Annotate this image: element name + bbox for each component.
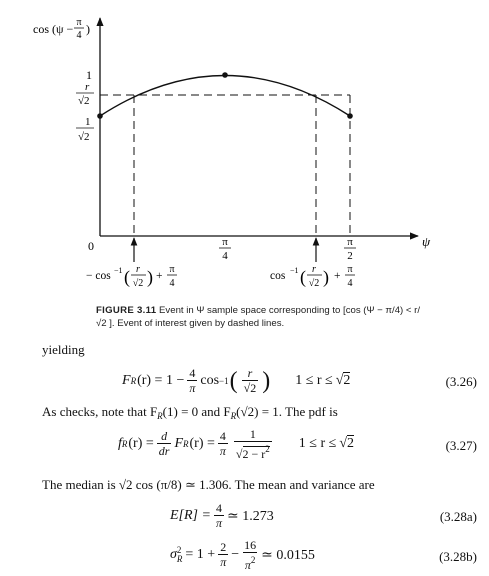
eq328b-lhs: σ bbox=[170, 547, 177, 562]
eq326-inner-frac: $\frac{r}{√2}$ bbox=[243, 366, 257, 395]
eq328b-rhs: ≃ 0.0155 bbox=[261, 547, 315, 563]
equation-3-27: f R (r) = $\frac{d}{dr}$ F R (r) = $\frac{4}{\pi}$ $\frac{1}{√2 - r^2}$ 1 ≤ r ≤ √2 bbox=[118, 426, 354, 461]
eq326-sup: −1 bbox=[219, 376, 229, 386]
eq327-deriv: $\frac{d}{dr}$ bbox=[158, 429, 170, 458]
checks-text: As checks, note that $F_R(1) = 0$ and $F_R(√2) = 1$. The pdf is bbox=[42, 404, 338, 421]
checks-part-1: As checks, note that F bbox=[42, 404, 158, 419]
right-arrow-label bbox=[270, 264, 355, 289]
y-label-four: 4 bbox=[76, 30, 82, 41]
equation-3-28b: σ 2 R = 1 + $\frac{2}{\pi}$ − $\frac{16}{\pi^2}$ ≃ 0.0155 bbox=[170, 537, 315, 572]
eq328b-frac2: $\frac{16}{\pi^2}$ bbox=[244, 537, 257, 572]
eq328a-frac: $\frac{4}{\pi}$ bbox=[215, 501, 222, 530]
svg-text:+: + bbox=[334, 270, 341, 282]
eq327-arg: (r) = bbox=[128, 436, 154, 451]
tick-r-den: √2 bbox=[78, 95, 90, 107]
checks-part-2: (1) = 0 and F bbox=[162, 404, 231, 419]
tick-pi4-den: 4 bbox=[222, 250, 228, 262]
x-axis-label: ψ bbox=[422, 234, 431, 249]
eq327-range: 1 ≤ r ≤ bbox=[298, 436, 337, 451]
yielding-text: yielding bbox=[42, 342, 85, 357]
tick-pi2-num: π bbox=[347, 236, 353, 248]
caption-label: FIGURE 3.11 bbox=[96, 305, 157, 316]
figure-caption bbox=[96, 304, 426, 330]
eq326-sub: R bbox=[130, 376, 137, 386]
y-label-pi: π bbox=[76, 17, 82, 28]
median-text: The median is √2 cos (π/8) ≃ 1.306. The mean and variance are bbox=[42, 477, 375, 492]
eq327-mid-sub: R bbox=[183, 439, 189, 449]
tick-r-num: r bbox=[85, 81, 90, 93]
eq326-frac: $\frac{4}{\pi}$ bbox=[189, 366, 196, 395]
svg-text:√2: √2 bbox=[308, 278, 320, 289]
svg-text:): ) bbox=[147, 267, 153, 287]
y-axis-label: cos (ψ − bbox=[33, 22, 74, 36]
equation-3-28a bbox=[170, 500, 274, 532]
equation-3-26: F R (r) = 1 − $\frac{4}{\pi}$ cos −1 ( $\frac{r}{√2}$ ) 1 ≤ r ≤ √2 bbox=[122, 366, 351, 395]
svg-text:−1: −1 bbox=[114, 266, 123, 275]
svg-text:√2: √2 bbox=[132, 278, 144, 289]
eq328a-lhs: E[R] = bbox=[170, 508, 211, 523]
svg-text:r: r bbox=[312, 264, 316, 275]
eq327-range-root: 2 bbox=[347, 436, 354, 451]
eq326-number: (3.26) bbox=[445, 374, 477, 389]
eq328b-minus: − bbox=[231, 547, 240, 562]
svg-text:cos: cos bbox=[270, 270, 286, 282]
y-label-close: ) bbox=[86, 22, 90, 36]
svg-text:(: ( bbox=[124, 267, 130, 287]
eq327-number: (3.27) bbox=[445, 438, 477, 453]
svg-text:r: r bbox=[136, 264, 140, 275]
svg-text:4: 4 bbox=[347, 278, 353, 289]
tick-one: 1 bbox=[86, 68, 92, 82]
svg-text:π: π bbox=[169, 264, 175, 275]
eq326-range: 1 ≤ r ≤ bbox=[295, 373, 333, 388]
origin-label: 0 bbox=[88, 239, 94, 253]
svg-text:+: + bbox=[156, 270, 163, 282]
eq328b-number: (3.28b) bbox=[439, 549, 477, 564]
curve-end-point bbox=[347, 113, 353, 119]
eq328b-frac1: $\frac{2}{\pi}$ bbox=[220, 540, 227, 569]
eq327-root-frac: $\frac{1}{√2 - r^2}$ bbox=[235, 426, 270, 461]
eq327-mid-arg: (r) = bbox=[189, 436, 215, 451]
curve-start-point bbox=[97, 113, 103, 119]
caption-text: Event in Ψ sample space corresponding to [cos (Ψ − π/4) < r/√2 ]. Event of interest given by dashed lines. bbox=[96, 305, 421, 329]
eq328b-mid: = 1 + bbox=[185, 547, 216, 562]
svg-text:4: 4 bbox=[169, 278, 175, 289]
eq328a-rhs: ≃ 1.273 bbox=[226, 508, 274, 524]
eq326-lhs: F bbox=[122, 373, 131, 388]
svg-text:− cos: − cos bbox=[86, 270, 111, 282]
svg-text:(: ( bbox=[300, 267, 306, 287]
checks-part-3: (√2) = 1. The pdf is bbox=[236, 404, 338, 419]
left-arrow-label bbox=[86, 264, 177, 289]
cosine-curve bbox=[100, 76, 350, 117]
eq326-arg: (r) = 1 − bbox=[137, 373, 185, 388]
svg-text:−1: −1 bbox=[290, 266, 299, 275]
tick-inv-den: √2 bbox=[78, 131, 90, 143]
eq327-lhs: f bbox=[118, 436, 122, 451]
eq327-const: $\frac{4}{\pi}$ bbox=[219, 429, 226, 458]
svg-text:): ) bbox=[323, 267, 329, 287]
eq327-mid: F bbox=[174, 436, 184, 451]
tick-pi4-num: π bbox=[222, 236, 228, 248]
svg-text:π: π bbox=[347, 264, 353, 275]
curve-peak-point bbox=[222, 72, 228, 78]
eq326-range-root: 2 bbox=[343, 373, 351, 388]
eq327-sub: R bbox=[121, 439, 128, 449]
eq326-func: cos bbox=[200, 373, 220, 388]
tick-inv-num: 1 bbox=[85, 116, 91, 128]
eq328a-number: (3.28a) bbox=[439, 509, 477, 524]
tick-pi2-den: 2 bbox=[347, 250, 353, 262]
